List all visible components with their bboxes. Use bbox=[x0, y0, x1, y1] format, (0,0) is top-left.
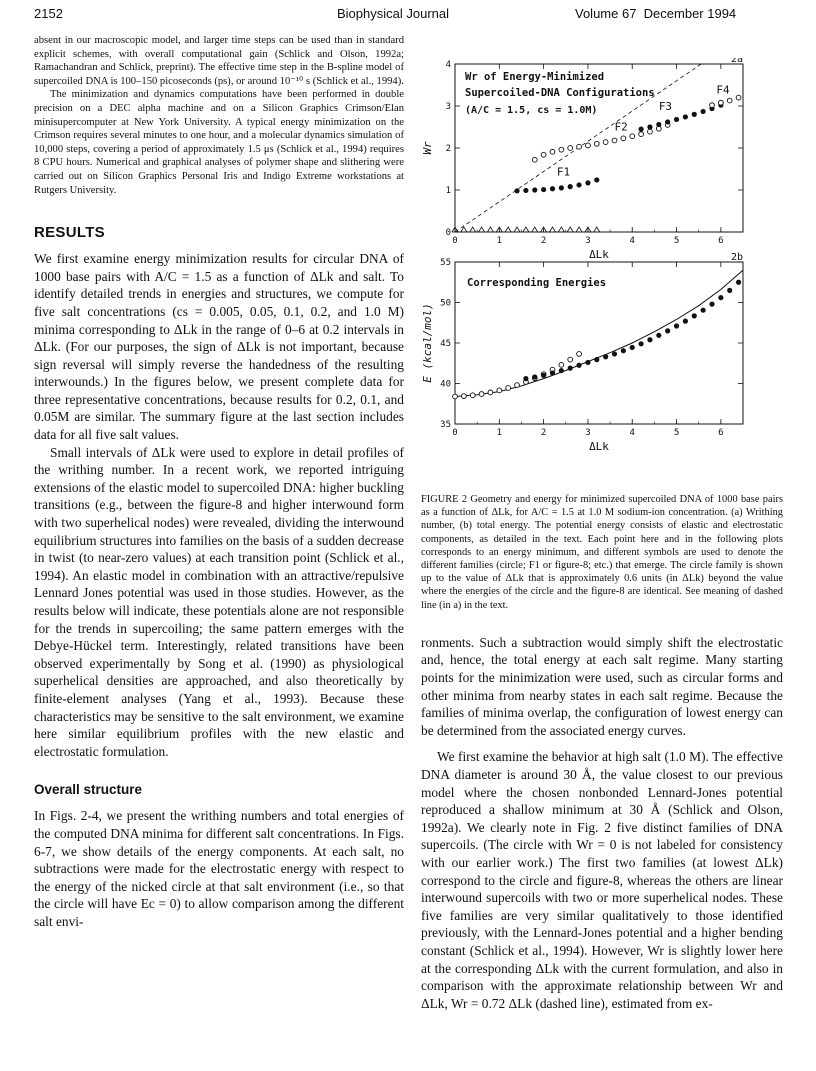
panel-2b-ytick-label: 40 bbox=[440, 379, 451, 390]
panel-2a-ytick-label: 0 bbox=[445, 228, 451, 238]
panel-2a-family-label: F1 bbox=[556, 165, 571, 179]
results-paragraph-1: We first examine energy minimization results for circular DNA of 1000 base pairs with A/C = 1.5 as a function of ΔLk and salt. To identify detailed trends in energies and structures, we compute for five salt concentrations (cs = 0.005, 0.05, 0.1, 0.2, and 1.0 M) minima corresponding to ΔLk in the range of 0–6 at 0.2 intervals in ΔLk. (For our purposes, the sign of ΔLk is not important, because sign reversal will simply reverse the handedness of the resulting interwounds.) In the figures below, we present complete data for three representative concentrations, because results for 0.2, 0.1, and 0.05M are similar. The summary figure at the last section includes data for all five salt values. bbox=[34, 251, 404, 443]
panel-2a-ytick-label: 1 bbox=[445, 186, 451, 196]
panel-2a-point-F4 bbox=[710, 103, 715, 108]
panel-2b-ytick-label: 45 bbox=[440, 339, 451, 349]
panel-2b-point-figure-8 and higher bbox=[638, 341, 643, 346]
panel-2a-condition: (A/C = 1.5, cs = 1.0M) bbox=[465, 105, 598, 116]
panel-2b-ytick-label: 50 bbox=[440, 298, 451, 309]
panel-2a-point-F2 bbox=[541, 152, 546, 157]
figure-2-caption: FIGURE 2 Geometry and energy for minimized supercoiled DNA of 1000 base pairs as a function of ΔLk, for A/C = 1.5 at 1.0 M sodium-ion concentration. (a) Writhing number, (b) total energy. The potential energy consists of elastic and electrostatic components, as detailed in the text. Each point here and in the following plots corresponds to an energy minimum, and different symbols are used to denote the different families (circle; F1 or figure-8; etc.) that emerge. The circle family is shown up to the value of ΔLk that is approximately 0.6 units (in ΔLk) beyond the value where the energies of the circle and the figure-8 are identical. See meaning of dashed line (in a) in the text. bbox=[421, 494, 783, 611]
panel-2b-point-circle bbox=[577, 352, 582, 357]
panel-2b-point-figure-8 and higher bbox=[701, 308, 706, 313]
panel-2a-point-F1 bbox=[585, 180, 590, 185]
panel-2a-ytick-label: 2 bbox=[445, 144, 451, 154]
panel-2a-point-F1 bbox=[594, 177, 599, 182]
overall-structure-heading: Overall structure bbox=[34, 782, 143, 798]
panel-2a-point-F2 bbox=[568, 146, 573, 151]
panel-2b-point-figure-8 and higher bbox=[683, 319, 688, 324]
panel-2a-point-F1 bbox=[576, 182, 581, 187]
panel-2a-point-F4 bbox=[718, 100, 723, 105]
panel-2a-point-circle bbox=[594, 227, 600, 232]
panel-2b-point-figure-8 and higher bbox=[523, 376, 528, 381]
volume-date: Volume 67 December 1994 bbox=[575, 6, 737, 21]
panel-2a-point-F1 bbox=[532, 187, 537, 192]
intro-paragraph: absent in our macroscopic model, and larger time steps can be used than in standard explicit schemes, with overall computational gain (Schlick and Olson, 1992a; Ramachandran and Schlick, preprint). The effective time step in the B-spline model of supercoiled DNA is 100–150 picoseconds (ps), or around 10⁻¹⁰ s (Schlick et al., 1994). bbox=[34, 35, 404, 87]
panel-2a-point-F2 bbox=[586, 143, 591, 148]
panel-2a-point-F2 bbox=[550, 149, 555, 154]
panel-2a-point-F3 bbox=[692, 112, 697, 117]
panel-2a-ylabel: Wr bbox=[421, 141, 434, 155]
panel-2b-point-circle bbox=[515, 383, 520, 388]
panel-2b-point-figure-8 and higher bbox=[603, 354, 608, 359]
panel-2a-point-F4 bbox=[727, 98, 732, 103]
panel-2a-point-F2 bbox=[559, 147, 564, 152]
panel-2a-point-circle bbox=[487, 227, 493, 232]
panel-2a-point-circle bbox=[549, 227, 555, 232]
panel-2b-point-figure-8 and higher bbox=[621, 348, 626, 353]
panel-2b-point-figure-8 and higher bbox=[550, 370, 555, 375]
panel-2a-point-F1 bbox=[559, 185, 564, 190]
panel-2b-xtick-label: 0 bbox=[452, 428, 458, 438]
panel-2a-point-F3 bbox=[674, 117, 679, 122]
panel-2b-point-circle bbox=[506, 386, 511, 391]
overall-paragraph-1: In Figs. 2-4, we present the writhing numbers and total energies of the computed DNA minima for different salt concentrations. In Figs. 6-7, we show details of the energy components. At each salt, no subtractions were made for the electrostatic energy with respect to the energy of the nicked circle at that salt environment (i.e., so that the circle will have Ec = 0) to allow comparison among the different salt envi- bbox=[34, 808, 404, 929]
panel-2b-xtick-label: 4 bbox=[629, 428, 635, 438]
panel-2a-point-circle bbox=[523, 227, 529, 232]
panel-2b-point-circle bbox=[453, 394, 458, 399]
right-paragraph-1: ronments. Such a subtraction would simply shift the electrostatic and, hence, the total energy at each salt regime. Many starting points for the minimization were used, such as circular forms and other minima from nearby states in each salt regime. Because the families of minima overlap, the configuration of lowest energy can be determined from the associated energy curves. bbox=[421, 634, 783, 738]
computing-paragraph: The minimization and dynamics computations have been performed in double precision on a DEC alpha machine and on a Silicon Graphics Crimson/Elan minisupercomputer at New York University. A typical energy minimization on the Crimson requires several minutes to one hour, and a molecular dynamics simulation of 10,000 steps, covering a period of approximately 1.5 μs (Schlick et al., 1994) requires 8 CPU hours. Numerical and graphical analyses of polymer shape and slithering were carried out on Silicon Graphics Personal Iris and Indigo Extreme workstations at Rutgers University. bbox=[34, 89, 404, 196]
panel-2a-point-circle bbox=[470, 227, 476, 232]
panel-2b-point-figure-8 and higher bbox=[674, 323, 679, 328]
panel-2b-xtick-label: 5 bbox=[673, 428, 680, 438]
panel-2b-ytick-label: 35 bbox=[440, 420, 451, 430]
journal-name: Biophysical Journal bbox=[337, 6, 450, 21]
left-column bbox=[34, 34, 404, 931]
panel-2b-point-figure-8 and higher bbox=[612, 351, 617, 356]
panel-2b-point-figure-8 and higher bbox=[656, 333, 661, 338]
panel-2b-point-figure-8 and higher bbox=[647, 337, 652, 342]
panel-2a-xtick-label: 0 bbox=[452, 236, 458, 246]
panel-2a-point-F2 bbox=[577, 144, 582, 149]
panel-2b-point-circle bbox=[461, 394, 466, 399]
panel-2a-xtick-label: 6 bbox=[718, 236, 724, 246]
panel-2b-point-figure-8 and higher bbox=[568, 366, 573, 371]
panel-2a-point-F3 bbox=[638, 127, 643, 132]
panel-2a-point-F1 bbox=[568, 184, 573, 189]
panel-2a-xlabel: ΔLk bbox=[589, 248, 609, 261]
panel-2a-point-circle bbox=[532, 227, 538, 232]
panel-2a-point-F2 bbox=[594, 141, 599, 146]
figure-2 bbox=[415, 58, 785, 478]
results-paragraph-2: Small intervals of ΔLk were used to explore in detail profiles of the writhing number. In a recent work, we reported intriguing extensions of the elastic model to supercoiled DNA: higher buckling transitions (e.g., between the figure-8 and higher interwound form with two superhelical nodes) were revealed, dividing the interwound equilibrium structures into families on the basis of a sudden decrease in twist (to near-zero values) at each transition point (Schlick et al., 1994). An elastic model in combination with an attractive/repulsive Lennard Jones potential was used in those studies. However, as the results below will indicate, these potentials alone are not responsible for the trends in supercoiling; the same pattern emerges with the Debye-Hückel term. Interestingly, related transitions have been observed experimentally by Song et al. (1990) as physiological superhelical densities are approached, and also theoretically by finite-element analyses (Yang et al., 1993). Because these characteristics may be sensitive to the salt environment, we examine here similar equilibrium profiles with the new elastic and electrostatic formulation. bbox=[34, 444, 404, 759]
panel-2b-xtick-label: 6 bbox=[718, 428, 724, 438]
panel-2a-family-label: F4 bbox=[716, 83, 730, 97]
panel-2a-title: Wr of Energy-Minimized bbox=[465, 71, 605, 83]
panel-2a-family-label: F2 bbox=[614, 120, 628, 134]
panel-2a-ytick-label: 3 bbox=[445, 102, 451, 112]
panel-2a-point-F3 bbox=[647, 124, 652, 129]
panel-2b-ylabel: E (kcal/mol) bbox=[421, 303, 434, 383]
panel-2b-point-figure-8 and higher bbox=[541, 373, 546, 378]
panel-2b-point-circle bbox=[479, 392, 484, 397]
panel-2a-xtick-label: 3 bbox=[585, 236, 591, 246]
panel-2a-xtick-label: 2 bbox=[540, 236, 547, 246]
panel-2a-point-F1 bbox=[514, 188, 519, 193]
panel-2b-xtick-label: 2 bbox=[540, 428, 547, 438]
panel-2a-xtick-label: 4 bbox=[629, 236, 635, 246]
panel-2b-point-figure-8 and higher bbox=[559, 368, 564, 373]
panel-2a-panel-label: 2a bbox=[730, 58, 743, 65]
panel-2a-point-F1 bbox=[541, 187, 546, 192]
panel-2b-point-figure-8 and higher bbox=[594, 357, 599, 362]
page-number: 2152 bbox=[34, 6, 63, 21]
panel-2b-point-figure-8 and higher bbox=[576, 363, 581, 368]
panel-2a-point-circle bbox=[479, 227, 485, 232]
panel-2a-point-F1 bbox=[523, 188, 528, 193]
panel-2a-family-label: F3 bbox=[658, 100, 673, 114]
panel-2b-point-figure-8 and higher bbox=[736, 280, 741, 285]
panel-2b-panel-label: 2b bbox=[730, 252, 743, 263]
panel-2a-point-F3 bbox=[665, 119, 670, 124]
panel-2b-point-circle bbox=[497, 388, 502, 393]
panel-2a-point-circle bbox=[514, 227, 520, 232]
right-column bbox=[421, 493, 783, 1012]
panel-2b-point-circle bbox=[470, 393, 475, 398]
panel-2a-point-F2 bbox=[603, 140, 608, 145]
panel-2a-ytick-label: 4 bbox=[445, 60, 451, 70]
panel-2b-point-figure-8 and higher bbox=[718, 295, 723, 300]
panel-2a-point-circle bbox=[567, 227, 573, 232]
panel-2b-energy-curve bbox=[455, 270, 743, 396]
results-heading: RESULTS bbox=[34, 224, 105, 242]
panel-2b-point-circle bbox=[488, 390, 493, 395]
panel-2b-point-figure-8 and higher bbox=[665, 328, 670, 333]
panel-2b-point-figure-8 and higher bbox=[585, 360, 590, 365]
panel-2a-subtitle: Supercoiled-DNA Configurations bbox=[465, 87, 655, 99]
panel-2a-point-circle bbox=[558, 227, 564, 232]
panel-2b-point-figure-8 and higher bbox=[630, 345, 635, 350]
panel-2a-point-F2 bbox=[639, 132, 644, 137]
panel-2b-xlabel: ΔLk bbox=[589, 440, 609, 453]
panel-2b-point-figure-8 and higher bbox=[692, 313, 697, 318]
panel-2b-point-figure-8 and higher bbox=[727, 288, 732, 293]
panel-2a-point-circle bbox=[576, 227, 582, 232]
right-paragraph-2: We first examine the behavior at high salt (1.0 M). The effective DNA diameter is around 30 Å, the value closest to our previous model where the chosen nonbonded Lennard-Jones potential reproduced a shallow minimum at 30 Å (Schlick and Olson, 1992a). We clearly note in Fig. 2 five distinct families of DNA supercoils. (The circle with Wr = 0 is not labeled for consistency with our earlier work.) The first two families (at lowest ΔLk) correspond to the circle and figure-8, whereas the others are linear interwound supercoils with two or more superhelical nodes. These five families are very similar qualitatively to those identified previously, with the Lennard-Jones potential and a higher bending constant (Schlick et al., 1994). However, Wr is slightly lower here at the corresponding ΔLk with the current formulation, and also in comparison with the approximate relationship between Wr and ΔLk, Wr = 0.72 ΔLk (dashed line), estimated from ex- bbox=[421, 749, 783, 1011]
panel-2a-point-F3 bbox=[701, 109, 706, 114]
panel-2a-point-F3 bbox=[656, 122, 661, 127]
panel-2b-point-figure-8 and higher bbox=[709, 302, 714, 307]
panel-2b-point-circle bbox=[559, 362, 564, 367]
panel-2a-xtick-label: 5 bbox=[673, 236, 680, 246]
panel-2a-point-circle bbox=[505, 227, 511, 232]
panel-2a-point-F2 bbox=[612, 138, 617, 143]
panel-2a-point-F2 bbox=[630, 134, 635, 139]
panel-2a-point-F2 bbox=[648, 129, 653, 134]
panel-2a-point-F1 bbox=[550, 186, 555, 191]
panel-2b-xtick-label: 3 bbox=[585, 428, 591, 438]
panel-2a-xtick-label: 1 bbox=[496, 236, 503, 246]
panel-2b-xtick-label: 1 bbox=[496, 428, 503, 438]
panel-2a-point-F2 bbox=[532, 157, 537, 162]
panel-2a-point-F2 bbox=[621, 136, 626, 141]
panel-2b-point-circle bbox=[568, 357, 573, 362]
panel-2b-point-figure-8 and higher bbox=[532, 374, 537, 379]
panel-2a-point-F4 bbox=[736, 95, 741, 100]
figure-2-plots bbox=[415, 58, 785, 478]
panel-2b-title: Corresponding Energies bbox=[467, 277, 607, 289]
panel-2a-point-F3 bbox=[683, 114, 688, 119]
panel-2b-ytick-label: 55 bbox=[440, 258, 451, 268]
